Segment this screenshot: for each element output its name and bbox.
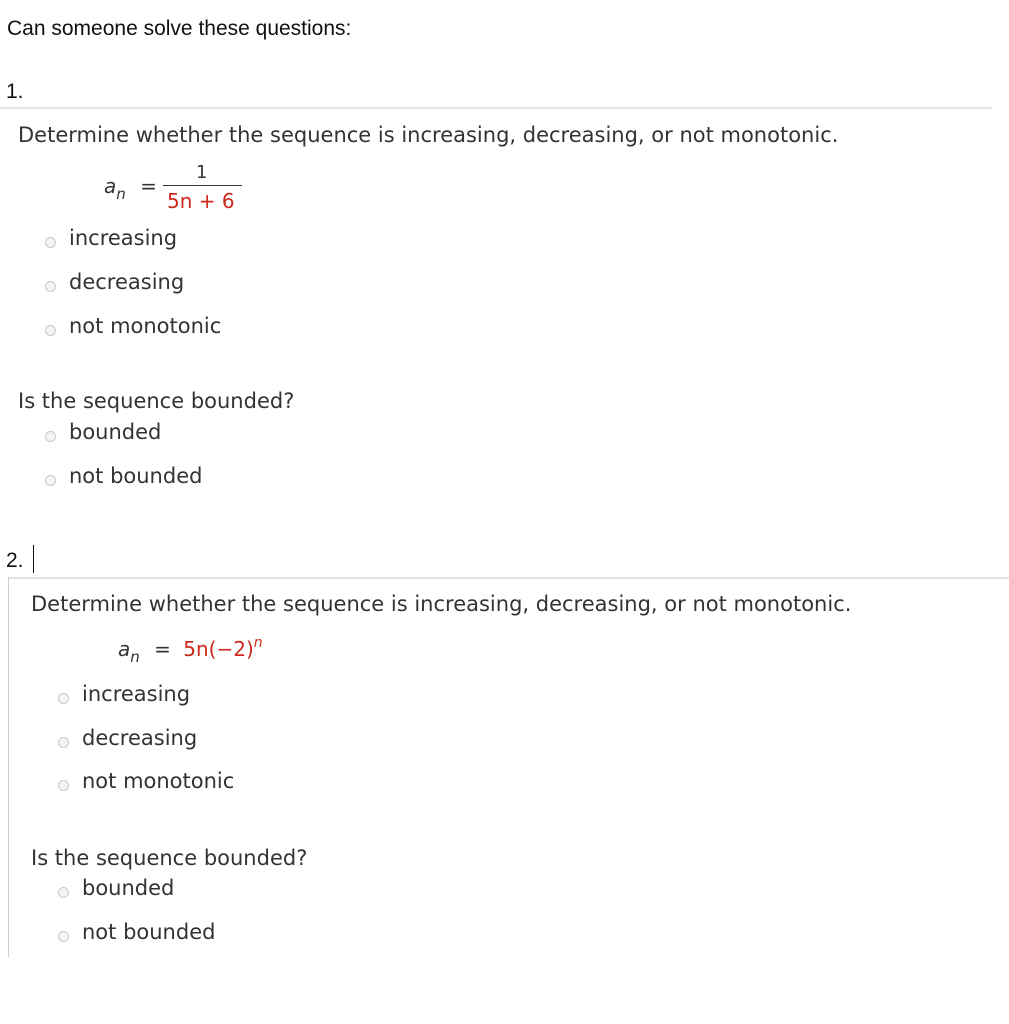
option-label: bounded — [82, 876, 175, 900]
radio-button[interactable] — [45, 475, 56, 486]
formula-numerator: 1 — [196, 162, 208, 183]
radio-button[interactable] — [58, 931, 69, 942]
formula-lhs-subscript: n — [116, 185, 126, 203]
option-label: not monotonic — [69, 314, 222, 338]
option-label: increasing — [82, 682, 191, 706]
formula-denominator: 5n + 6 — [167, 189, 235, 213]
question-2-number: 2. — [6, 549, 24, 572]
question-1-divider — [0, 107, 992, 109]
q2-option-increasing[interactable] — [58, 682, 190, 706]
radio-button[interactable] — [45, 325, 56, 336]
radio-button[interactable] — [58, 887, 69, 898]
formula-rhs-exponent: n — [253, 635, 263, 651]
question-2-formula — [118, 635, 263, 666]
formula-lhs: a — [118, 637, 131, 661]
q2-option-decreasing[interactable] — [58, 726, 197, 750]
q1-option-not-bounded[interactable] — [45, 464, 202, 488]
radio-button[interactable] — [45, 281, 56, 292]
radio-button[interactable] — [58, 780, 69, 791]
option-label: not bounded — [69, 464, 203, 488]
q2-option-not-monotonic[interactable] — [58, 769, 234, 793]
option-label: increasing — [69, 226, 178, 250]
formula-rhs: 5n(−2) — [183, 637, 254, 661]
formula-lhs-subscript: n — [130, 648, 140, 666]
question-2-bounded-prompt: Is the sequence bounded? — [31, 846, 308, 870]
option-label: not monotonic — [82, 769, 235, 793]
text-cursor — [33, 545, 34, 573]
q2-option-bounded[interactable] — [58, 876, 174, 900]
option-label: decreasing — [69, 270, 185, 294]
radio-button[interactable] — [45, 431, 56, 442]
option-label: not bounded — [82, 920, 216, 944]
q1-option-decreasing[interactable] — [45, 270, 184, 294]
option-label: decreasing — [82, 726, 198, 750]
q1-option-bounded[interactable] — [45, 420, 161, 444]
q1-option-increasing[interactable] — [45, 226, 177, 250]
radio-button[interactable] — [58, 737, 69, 748]
radio-button[interactable] — [45, 237, 56, 248]
question-2-divider — [8, 577, 1009, 579]
question-2-prompt: Determine whether the sequence is increasing, decreasing, or not monotonic. — [31, 592, 852, 616]
formula-equals: = — [154, 637, 171, 661]
formula-lhs: a — [104, 174, 117, 198]
formula-equals: = — [140, 174, 157, 198]
question-1-bounded-prompt: Is the sequence bounded? — [18, 389, 295, 413]
option-label: bounded — [69, 420, 162, 444]
fraction-bar — [163, 185, 242, 186]
q2-option-not-bounded[interactable] — [58, 920, 215, 944]
question-2-left-border — [8, 577, 9, 957]
question-1-prompt: Determine whether the sequence is increasing, decreasing, or not monotonic. — [18, 123, 839, 147]
q1-option-not-monotonic[interactable] — [45, 314, 221, 338]
radio-button[interactable] — [58, 693, 69, 704]
question-1-number: 1. — [6, 80, 24, 103]
intro-text: Can someone solve these questions: — [7, 17, 352, 40]
